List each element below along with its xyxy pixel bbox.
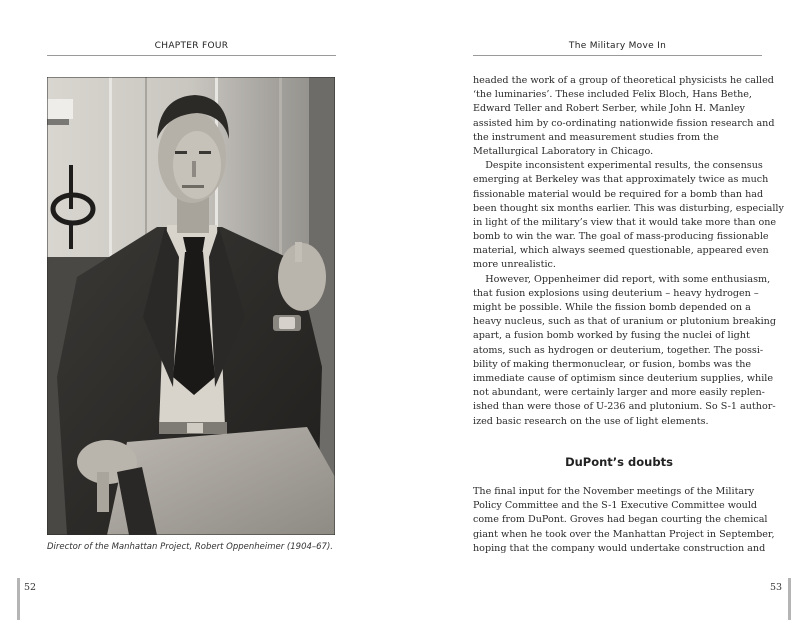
text-line: heavy nucleus, such as that of uranium or plutonium breaking: [473, 316, 776, 328]
text-line: bility of making thermonuclear, or fusion, bombs was the: [473, 358, 752, 370]
text-line: more unrealistic.: [473, 259, 556, 271]
text-line: ized basic research on the use of light elements.: [473, 415, 709, 427]
text-line: giant when he took over the Manhattan Project in September,: [473, 528, 775, 540]
right-page-marker: [788, 578, 791, 620]
text-line: bomb to win the war. The goal of mass-producing fissionable: [473, 231, 769, 243]
section-heading: DuPont’s doubts: [565, 455, 673, 469]
text-line: ished than were those of U-236 and plutonium. So S-1 author-: [473, 401, 776, 413]
text-line: However, Oppenheimer did report, with some enthusiasm,: [473, 273, 771, 285]
text-line: Policy Committee and the S-1 Executive Committee would: [473, 500, 758, 512]
text-line: Edward Teller and Robert Serber, while John H. Manley: [473, 103, 745, 115]
text-line: assisted him by co-ordinating nationwide fission research and: [473, 117, 775, 129]
text-line: been thought six months earlier. This was disturbing, especially: [473, 202, 784, 214]
left-page-number: 52: [24, 582, 37, 593]
text-line: The final input for the November meetings of the Military: [473, 486, 755, 497]
right-page-number: 53: [770, 582, 783, 593]
oppenheimer-photo: [47, 77, 335, 535]
text-line: ‘the luminaries’. These included Felix Bloch, Hans Bethe,: [473, 89, 752, 101]
text-line: in light of the military’s view that it would take more than one: [473, 216, 777, 228]
text-line: immediate cause of optimism since deuterium supplies, while: [473, 372, 774, 384]
text-line: atoms, such as hydrogen or deuterium, together. The possi-: [473, 344, 764, 356]
photo-caption: Director of the Manhattan Project, Robert Oppenheimer (1904–67).: [47, 542, 333, 552]
left-head-rule: [47, 55, 336, 56]
body-text-main: [473, 74, 784, 429]
text-line: that fusion explosions using deuterium – heavy hydrogen –: [473, 287, 759, 299]
left-page-marker: [17, 578, 20, 620]
text-line: material, which always seemed questionable, appeared even: [473, 245, 769, 257]
text-line: emerging at Berkeley was that approximately twice as much: [473, 174, 769, 186]
left-running-head: CHAPTER FOUR: [154, 41, 229, 51]
text-line: the instrument and measurement studies from the: [473, 131, 719, 143]
text-line: apart, a fusion bomb worked by fusing the nuclei of light: [473, 330, 750, 342]
text-line: Metallurgical Laboratory in Chicago.: [473, 145, 654, 157]
right-running-head: The Military Move In: [568, 41, 667, 51]
right-head-rule: [473, 55, 762, 56]
body-text-section: [473, 485, 775, 556]
text-line: not abundant, were certainly larger and more easily replen-: [473, 387, 765, 399]
text-line: come from DuPont. Groves had began courting the chemical: [473, 514, 768, 526]
right-page: [405, 0, 810, 622]
text-line: headed the work of a group of theoretical physicists he called: [473, 75, 774, 86]
portrait-illustration: [47, 77, 335, 535]
text-line: hoping that the company would undertake construction and: [473, 542, 766, 554]
text-line: might be possible. While the fission bomb depended on a: [473, 302, 751, 313]
text-line: Despite inconsistent experimental results, the consensus: [473, 160, 763, 172]
text-line: fissionable material would be required for a bomb than had: [473, 188, 764, 200]
